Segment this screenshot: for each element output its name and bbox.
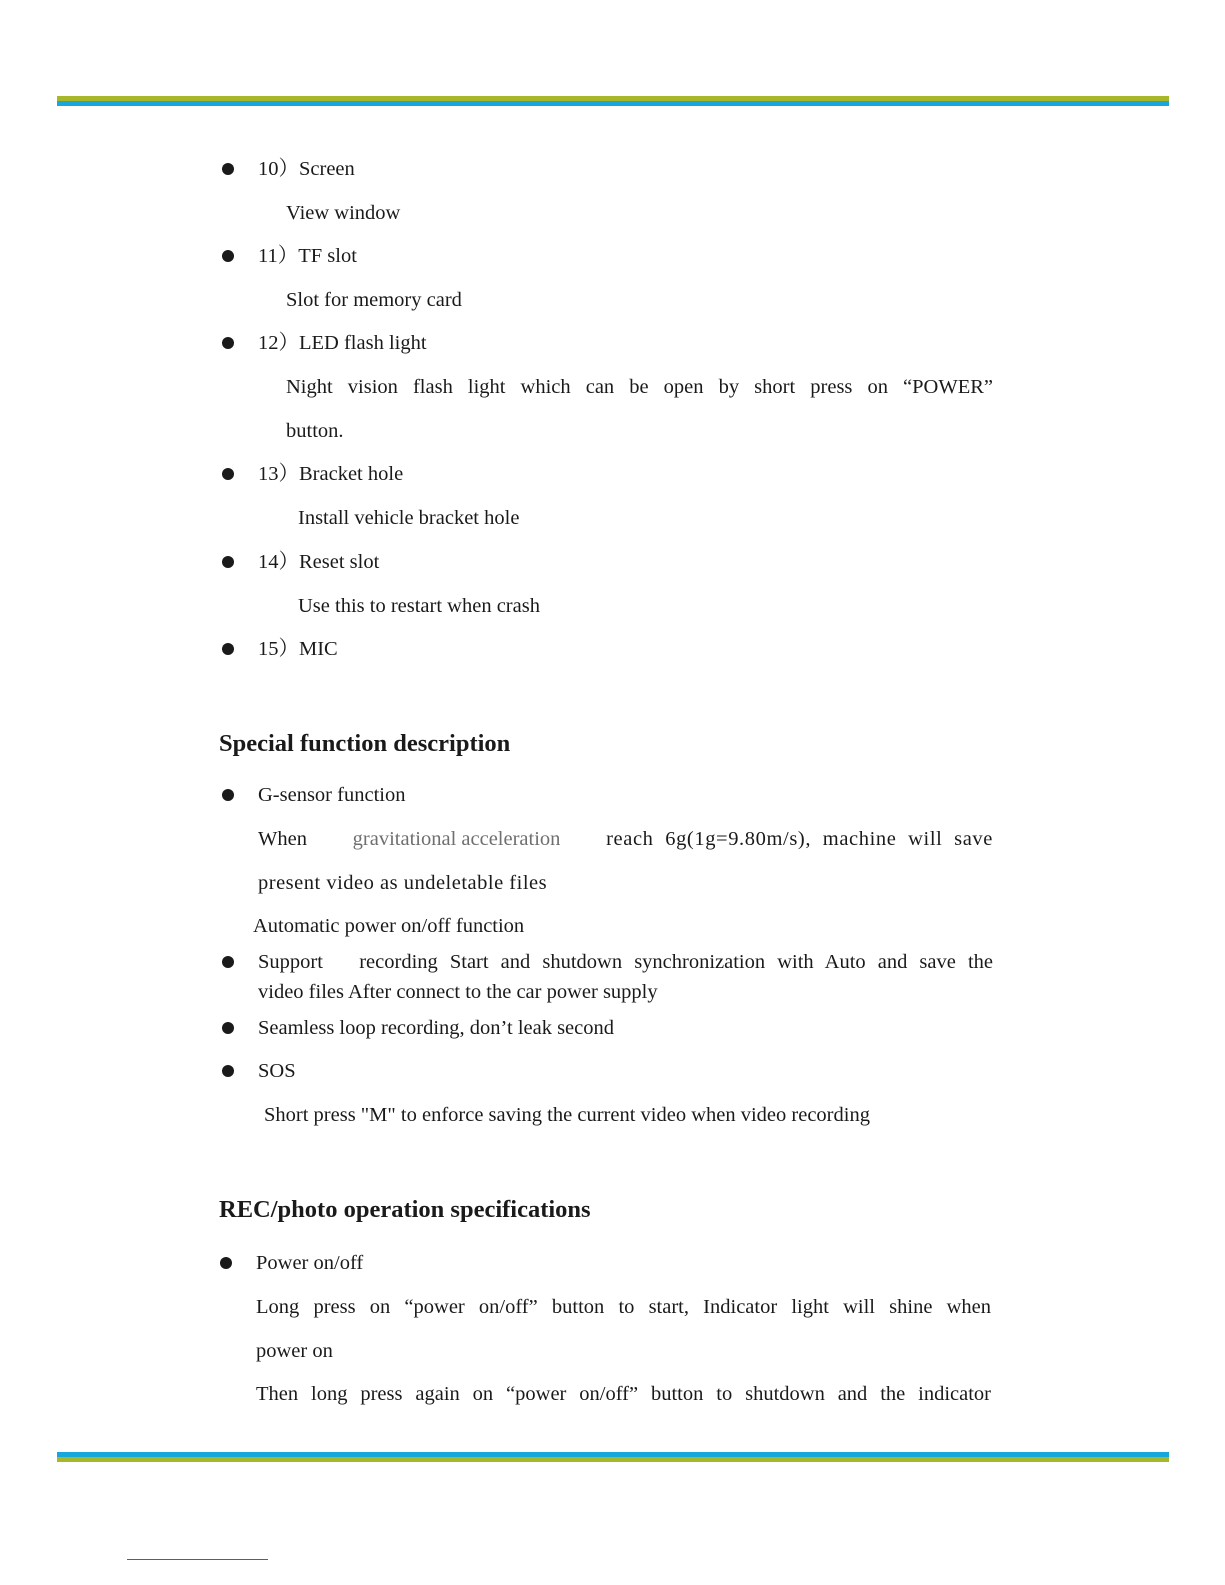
feature-desc — [258, 827, 993, 851]
feature-desc: present video as undeletable files — [258, 872, 548, 894]
feature-title: G-sensor function — [258, 784, 406, 806]
section-heading-special: Special function description — [219, 730, 511, 757]
header-stripe-blue — [57, 101, 1169, 106]
part-title: 15）MIC — [258, 638, 338, 660]
part-title: 10）Screen — [258, 158, 355, 180]
feature-title: Automatic power on/off function — [253, 915, 525, 937]
feature-desc: Long press on “power on/off” button to start, Indicator light will shine when — [256, 1296, 991, 1318]
feature-desc-rest: reach 6g(1g=9.80m/s), machine will save — [606, 828, 993, 850]
bullet-icon — [222, 250, 234, 262]
bullet-icon — [222, 337, 234, 349]
bullet-icon — [222, 643, 234, 655]
part-desc: Slot for memory card — [286, 289, 462, 311]
feature-title: Power on/off — [256, 1252, 364, 1274]
part-desc: Night vision flash light which can be open by short press on “POWER” — [286, 376, 993, 398]
part-title: 12）LED flash light — [258, 332, 427, 354]
bullet-icon — [222, 956, 234, 968]
feature-title: Seamless loop recording, don’t leak second — [258, 1017, 615, 1039]
part-desc: button. — [286, 420, 344, 442]
feature-desc: Short press "M" to enforce saving the current video when video recording — [264, 1104, 870, 1126]
bullet-icon — [220, 1257, 232, 1269]
header-band — [57, 96, 1169, 106]
feature-desc-word: When — [258, 828, 307, 850]
feature-desc: video files After connect to the car power supply — [258, 981, 658, 1003]
section-heading-rec: REC/photo operation specifications — [219, 1196, 591, 1223]
part-desc: Install vehicle bracket hole — [298, 507, 520, 529]
feature-title: SOS — [258, 1060, 296, 1082]
bullet-icon — [222, 163, 234, 175]
footer-link-underline — [127, 1559, 268, 1560]
bullet-icon — [222, 468, 234, 480]
bullet-icon — [222, 1065, 234, 1077]
part-title: 11）TF slot — [258, 245, 357, 267]
part-title: 14）Reset slot — [258, 551, 380, 573]
part-title: 13）Bracket hole — [258, 463, 404, 485]
feature-desc: power on — [256, 1340, 333, 1362]
bullet-icon — [222, 556, 234, 568]
footer-band — [57, 1452, 1169, 1462]
bullet-icon — [222, 1022, 234, 1034]
footer-stripe-green — [57, 1457, 1169, 1462]
feature-desc: Then long press again on “power on/off” button to shutdown and the indicator — [256, 1383, 991, 1405]
bullet-icon — [222, 789, 234, 801]
feature-desc: Support recording Start and shutdown synchronization with Auto and save the — [258, 951, 993, 973]
feature-desc-term: gravitational acceleration — [352, 828, 561, 850]
part-desc: View window — [286, 202, 401, 224]
part-desc: Use this to restart when crash — [298, 595, 540, 617]
